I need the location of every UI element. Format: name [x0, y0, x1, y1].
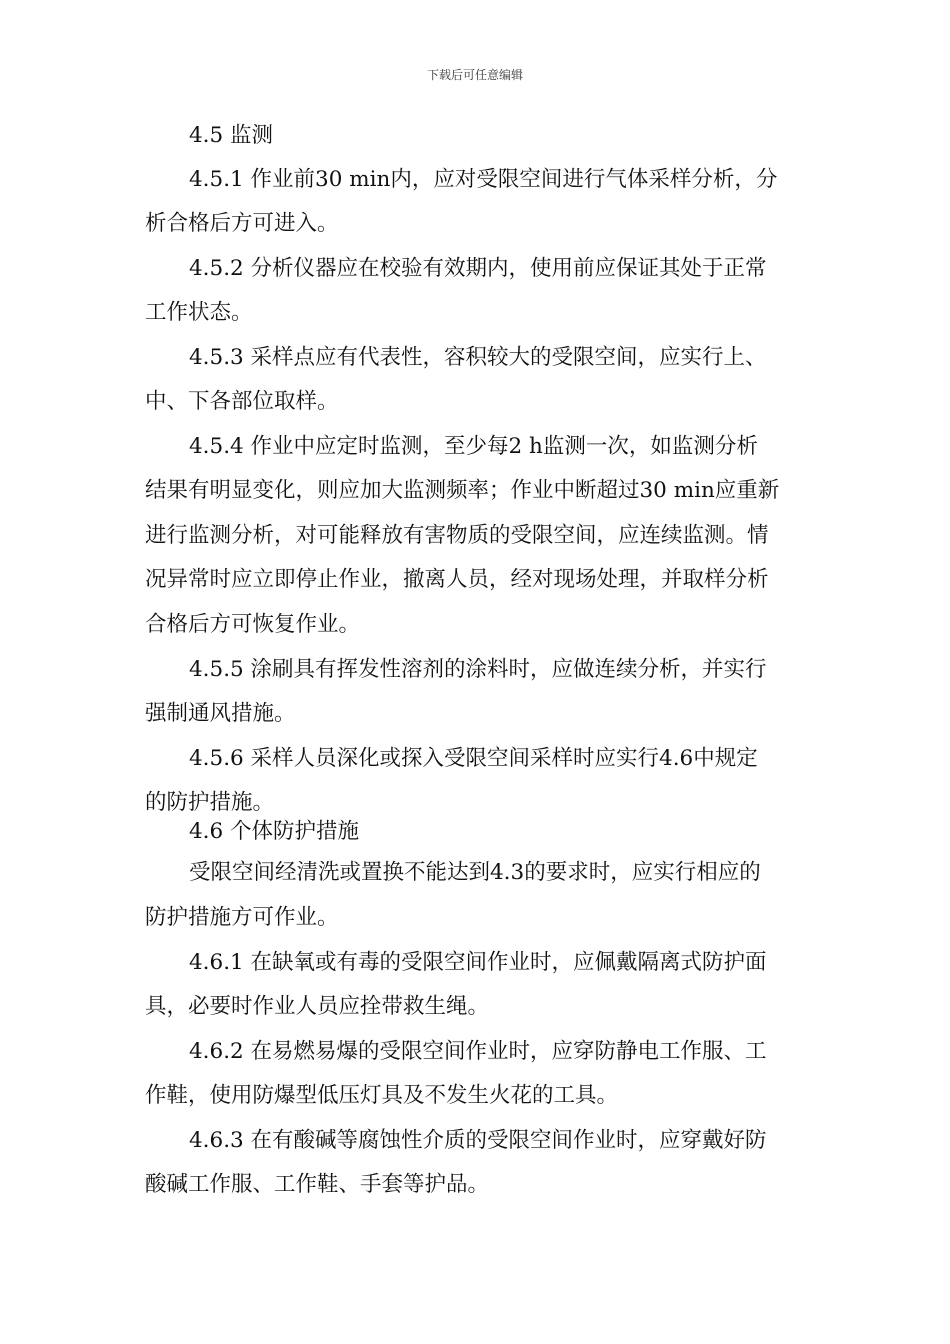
paragraph-line: 4.5.1 作业前30 min内，应对受限空间进行气体采样分析，分 [189, 167, 778, 192]
paragraph-line: 4.5.2 分析仪器应在校验有效期内，使用前应保证其处于正常 [189, 256, 767, 281]
paragraph-line: 况异常时应立即停止作业，撤离人员，经对现场处理，并取样分析 [145, 567, 769, 592]
paragraph-line: 具，必要时作业人员应拴带救生绳。 [145, 994, 490, 1019]
paragraph-line: 进行监测分析，对可能释放有害物质的受限空间，应连续监测。情 [145, 523, 769, 548]
paragraph-line: 工作状态。 [145, 300, 253, 325]
paragraph-line: 的防护措施。 [145, 790, 275, 815]
paragraph-line: 析合格后方可进入。 [145, 211, 339, 236]
paragraph-line: 4.5.5 涂刷具有挥发性溶剂的涂料时，应做连续分析，并实行 [189, 657, 767, 682]
section-heading-4-5: 4.5 监测 [189, 123, 274, 148]
paragraph-line: 中、下各部位取样。 [145, 389, 339, 414]
paragraph-line: 4.6.1 在缺氧或有毒的受限空间作业时，应佩戴隔离式防护面 [189, 950, 767, 975]
paragraph-line: 强制通风措施。 [145, 701, 296, 726]
paragraph-line: 酸碱工作服、工作鞋、手套等护品。 [145, 1172, 490, 1197]
paragraph-line: 结果有明显变化，则应加大监测频率；作业中断超过30 min应重新 [145, 478, 780, 503]
paragraph-line: 4.5.6 采样人员深化或探入受限空间采样时应实行4.6中规定 [189, 746, 758, 771]
paragraph-line: 受限空间经清洗或置换不能达到4.3的要求时，应实行相应的 [189, 860, 761, 885]
section-heading-4-6: 4.6 个体防护措施 [189, 819, 360, 844]
paragraph-line: 4.6.3 在有酸碱等腐蚀性介质的受限空间作业时，应穿戴好防 [189, 1128, 767, 1153]
paragraph-line: 4.5.4 作业中应定时监测，至少每2 h监测一次，如监测分析 [189, 434, 758, 459]
paragraph-line: 作鞋，使用防爆型低压灯具及不发生火花的工具。 [145, 1083, 619, 1108]
page-header: 下载后可任意编辑 [426, 68, 523, 82]
paragraph-line: 合格后方可恢复作业。 [145, 612, 361, 637]
paragraph-line: 防护措施方可作业。 [145, 905, 339, 930]
paragraph-line: 4.5.3 采样点应有代表性，容积较大的受限空间，应实行上、 [189, 345, 767, 370]
paragraph-line: 4.6.2 在易燃易爆的受限空间作业时，应穿防静电工作服、工 [189, 1039, 767, 1064]
